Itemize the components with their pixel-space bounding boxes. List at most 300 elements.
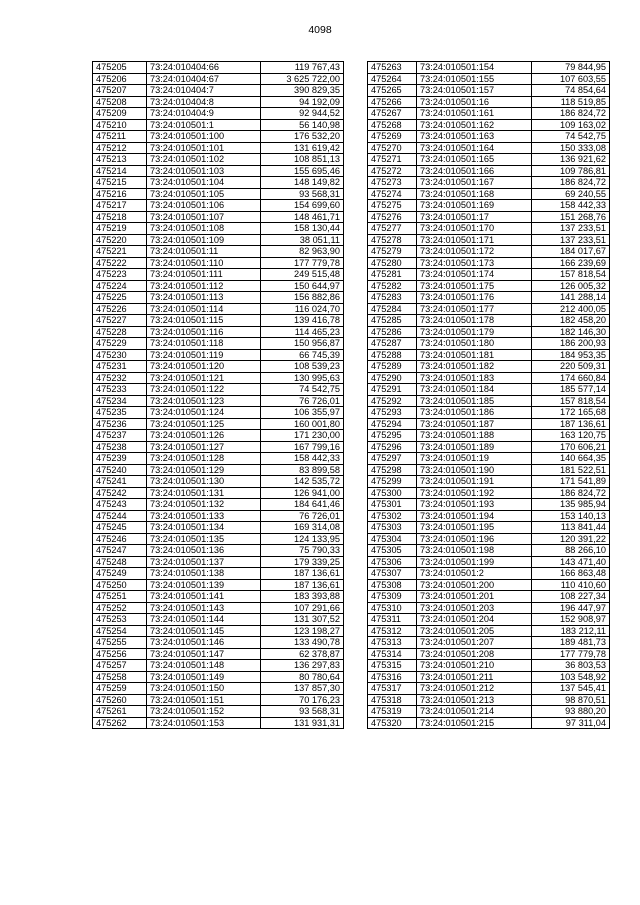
value-cell: 158 442,33	[261, 453, 344, 465]
cadastral-number-cell: 73:24:010501:184	[417, 384, 532, 396]
cadastral-number-cell: 73:24:010501:128	[147, 453, 261, 465]
table-row	[368, 706, 610, 718]
value-cell: 119 767,43	[261, 62, 344, 74]
value-cell: 186 824,72	[532, 108, 610, 120]
table-row	[93, 522, 344, 534]
row-id-cell: 475275	[368, 200, 417, 212]
table-row	[368, 223, 610, 235]
value-cell: 137 857,30	[261, 683, 344, 695]
value-cell: 118 519,85	[532, 96, 610, 108]
row-id-cell: 475243	[93, 499, 147, 511]
value-cell: 80 780,64	[261, 671, 344, 683]
cadastral-number-cell: 73:24:010501:194	[417, 510, 532, 522]
table-row	[93, 361, 344, 373]
value-cell: 158 130,44	[261, 223, 344, 235]
table-row	[93, 430, 344, 442]
table-row	[93, 372, 344, 384]
value-cell: 137 545,41	[532, 683, 610, 695]
cadastral-number-cell: 73:24:010501:115	[147, 315, 261, 327]
table-row	[368, 499, 610, 511]
table-row	[93, 441, 344, 453]
cadastral-number-cell: 73:24:010501:181	[417, 349, 532, 361]
cadastral-number-cell: 73:24:010501:205	[417, 625, 532, 637]
cadastral-number-cell: 73:24:010501:149	[147, 671, 261, 683]
row-id-cell: 475292	[368, 395, 417, 407]
table-row	[93, 326, 344, 338]
value-cell: 166 239,69	[532, 257, 610, 269]
row-id-cell: 475290	[368, 372, 417, 384]
value-cell: 135 985,94	[532, 499, 610, 511]
cadastral-number-cell: 73:24:010501:135	[147, 533, 261, 545]
row-id-cell: 475224	[93, 280, 147, 292]
table-row	[368, 234, 610, 246]
value-cell: 114 465,23	[261, 326, 344, 338]
value-cell: 142 535,72	[261, 476, 344, 488]
table-row	[93, 246, 344, 258]
value-cell: 93 568,31	[261, 188, 344, 200]
cadastral-number-cell: 73:24:010501:102	[147, 154, 261, 166]
table-row	[93, 177, 344, 189]
value-cell: 167 799,16	[261, 441, 344, 453]
cadastral-number-cell: 73:24:010501:111	[147, 269, 261, 281]
table-row	[93, 62, 344, 74]
value-cell: 184 641,46	[261, 499, 344, 511]
table-row	[93, 73, 344, 85]
cadastral-number-cell: 73:24:010501:139	[147, 579, 261, 591]
table-row	[368, 625, 610, 637]
table-row	[93, 211, 344, 223]
value-cell: 74 542,75	[261, 384, 344, 396]
cadastral-number-cell: 73:24:010501:191	[417, 476, 532, 488]
table-row	[368, 372, 610, 384]
cadastral-number-cell: 73:24:010501:200	[417, 579, 532, 591]
value-cell: 184 017,67	[532, 246, 610, 258]
cadastral-number-cell: 73:24:010501:153	[147, 717, 261, 729]
cadastral-number-cell: 73:24:010501:171	[417, 234, 532, 246]
table-row	[93, 395, 344, 407]
table-row	[93, 142, 344, 154]
row-id-cell: 475312	[368, 625, 417, 637]
row-id-cell: 475235	[93, 407, 147, 419]
row-id-cell: 475317	[368, 683, 417, 695]
cadastral-number-cell: 73:24:010501:176	[417, 292, 532, 304]
row-id-cell: 475304	[368, 533, 417, 545]
table-row	[368, 211, 610, 223]
table-row	[368, 142, 610, 154]
table-row	[368, 395, 610, 407]
table-row	[93, 315, 344, 327]
value-cell: 171 541,89	[532, 476, 610, 488]
cadastral-number-cell: 73:24:010501:196	[417, 533, 532, 545]
row-id-cell: 475216	[93, 188, 147, 200]
value-cell: 186 824,72	[532, 487, 610, 499]
cadastral-number-cell: 73:24:010501:214	[417, 706, 532, 718]
value-cell: 157 818,54	[532, 395, 610, 407]
cadastral-number-cell: 73:24:010501:131	[147, 487, 261, 499]
value-cell: 150 956,87	[261, 338, 344, 350]
value-cell: 152 908,97	[532, 614, 610, 626]
table-row	[368, 119, 610, 131]
cadastral-number-cell: 73:24:010501:116	[147, 326, 261, 338]
cadastral-number-cell: 73:24:010501:164	[417, 142, 532, 154]
cadastral-number-cell: 73:24:010501:19	[417, 453, 532, 465]
table-row	[93, 257, 344, 269]
table-row	[93, 96, 344, 108]
cadastral-number-cell: 73:24:010501:186	[417, 407, 532, 419]
cadastral-number-cell: 73:24:010501:121	[147, 372, 261, 384]
row-id-cell: 475219	[93, 223, 147, 235]
value-cell: 126 005,32	[532, 280, 610, 292]
value-cell: 76 726,01	[261, 395, 344, 407]
value-cell: 69 240,55	[532, 188, 610, 200]
row-id-cell: 475214	[93, 165, 147, 177]
cadastral-number-cell: 73:24:010501:172	[417, 246, 532, 258]
value-cell: 76 726,01	[261, 510, 344, 522]
table-row	[93, 349, 344, 361]
row-id-cell: 475220	[93, 234, 147, 246]
row-id-cell: 475320	[368, 717, 417, 729]
table-row	[368, 648, 610, 660]
value-cell: 123 198,27	[261, 625, 344, 637]
row-id-cell: 475237	[93, 430, 147, 442]
row-id-cell: 475242	[93, 487, 147, 499]
row-id-cell: 475306	[368, 556, 417, 568]
row-id-cell: 475296	[368, 441, 417, 453]
table-row	[93, 648, 344, 660]
row-id-cell: 475285	[368, 315, 417, 327]
row-id-cell: 475269	[368, 131, 417, 143]
table-row	[368, 453, 610, 465]
row-id-cell: 475309	[368, 591, 417, 603]
row-id-cell: 475268	[368, 119, 417, 131]
cadastral-number-cell: 73:24:010501:213	[417, 694, 532, 706]
value-cell: 133 490,78	[261, 637, 344, 649]
table-row	[368, 96, 610, 108]
cadastral-number-cell: 73:24:010501:195	[417, 522, 532, 534]
table-row	[368, 131, 610, 143]
table-row	[368, 407, 610, 419]
cadastral-number-cell: 73:24:010501:193	[417, 499, 532, 511]
cadastral-number-cell: 73:24:010501:133	[147, 510, 261, 522]
value-cell: 137 233,51	[532, 223, 610, 235]
table-row	[93, 694, 344, 706]
table-row	[93, 407, 344, 419]
row-id-cell: 475223	[93, 269, 147, 281]
table-row	[368, 62, 610, 74]
value-cell: 62 378,87	[261, 648, 344, 660]
cadastral-number-cell: 73:24:010501:11	[147, 246, 261, 258]
value-cell: 83 899,58	[261, 464, 344, 476]
row-id-cell: 475302	[368, 510, 417, 522]
table-row	[93, 131, 344, 143]
value-cell: 74 854,64	[532, 85, 610, 97]
table-row	[368, 545, 610, 557]
table-row	[93, 338, 344, 350]
cadastral-number-cell: 73:24:010404:67	[147, 73, 261, 85]
value-cell: 166 863,48	[532, 568, 610, 580]
row-id-cell: 475238	[93, 441, 147, 453]
table-row	[368, 717, 610, 729]
cadastral-number-cell: 73:24:010501:150	[147, 683, 261, 695]
table-row	[368, 85, 610, 97]
row-id-cell: 475295	[368, 430, 417, 442]
row-id-cell: 475311	[368, 614, 417, 626]
row-id-cell: 475210	[93, 119, 147, 131]
value-cell: 131 307,52	[261, 614, 344, 626]
row-id-cell: 475249	[93, 568, 147, 580]
cadastral-number-cell: 73:24:010501:215	[417, 717, 532, 729]
row-id-cell: 475255	[93, 637, 147, 649]
row-id-cell: 475248	[93, 556, 147, 568]
value-cell: 109 786,81	[532, 165, 610, 177]
cadastral-number-cell: 73:24:010501:180	[417, 338, 532, 350]
value-cell: 186 200,93	[532, 338, 610, 350]
table-row	[93, 223, 344, 235]
value-cell: 184 953,35	[532, 349, 610, 361]
cadastral-number-cell: 73:24:010501:125	[147, 418, 261, 430]
table-row	[368, 487, 610, 499]
cadastral-number-cell: 73:24:010501:126	[147, 430, 261, 442]
value-cell: 249 515,48	[261, 269, 344, 281]
row-id-cell: 475263	[368, 62, 417, 74]
table-row	[368, 476, 610, 488]
table-row	[93, 660, 344, 672]
value-cell: 38 051,11	[261, 234, 344, 246]
row-id-cell: 475303	[368, 522, 417, 534]
value-cell: 163 120,75	[532, 430, 610, 442]
cadastral-number-cell: 73:24:010501:137	[147, 556, 261, 568]
value-cell: 220 509,31	[532, 361, 610, 373]
cadastral-number-cell: 73:24:010501:16	[417, 96, 532, 108]
cadastral-number-cell: 73:24:010501:124	[147, 407, 261, 419]
cadastral-number-cell: 73:24:010501:163	[417, 131, 532, 143]
cadastral-number-cell: 73:24:010501:101	[147, 142, 261, 154]
value-cell: 176 532,20	[261, 131, 344, 143]
table-row	[368, 637, 610, 649]
value-cell: 106 355,97	[261, 407, 344, 419]
table-row	[93, 154, 344, 166]
cadastral-number-cell: 73:24:010501:120	[147, 361, 261, 373]
row-id-cell: 475282	[368, 280, 417, 292]
value-cell: 66 745,39	[261, 349, 344, 361]
row-id-cell: 475260	[93, 694, 147, 706]
cadastral-number-cell: 73:24:010501:168	[417, 188, 532, 200]
table-row	[368, 579, 610, 591]
table-row	[368, 292, 610, 304]
value-cell: 150 333,08	[532, 142, 610, 154]
value-cell: 88 266,10	[532, 545, 610, 557]
table-row	[368, 269, 610, 281]
row-id-cell: 475286	[368, 326, 417, 338]
cadastral-number-cell: 73:24:010501:106	[147, 200, 261, 212]
row-id-cell: 475259	[93, 683, 147, 695]
table-row	[93, 579, 344, 591]
cadastral-number-cell: 73:24:010404:9	[147, 108, 261, 120]
cadastral-number-cell: 73:24:010501:189	[417, 441, 532, 453]
cadastral-number-cell: 73:24:010501:138	[147, 568, 261, 580]
value-cell: 160 001,80	[261, 418, 344, 430]
table-row	[368, 280, 610, 292]
table-row	[368, 614, 610, 626]
row-id-cell: 475239	[93, 453, 147, 465]
row-id-cell: 475209	[93, 108, 147, 120]
table-row	[93, 556, 344, 568]
cadastral-number-cell: 73:24:010501:166	[417, 165, 532, 177]
cadastral-number-cell: 73:24:010501:204	[417, 614, 532, 626]
row-id-cell: 475240	[93, 464, 147, 476]
cadastral-number-cell: 73:24:010501:147	[147, 648, 261, 660]
row-id-cell: 475252	[93, 602, 147, 614]
table-row	[93, 706, 344, 718]
row-id-cell: 475213	[93, 154, 147, 166]
row-id-cell: 475273	[368, 177, 417, 189]
cadastral-number-cell: 73:24:010501:178	[417, 315, 532, 327]
row-id-cell: 475319	[368, 706, 417, 718]
value-cell: 196 447,97	[532, 602, 610, 614]
row-id-cell: 475205	[93, 62, 147, 74]
table-row	[93, 85, 344, 97]
value-cell: 136 921,62	[532, 154, 610, 166]
table-row	[93, 568, 344, 580]
cadastral-number-cell: 73:24:010501:145	[147, 625, 261, 637]
cadastral-number-cell: 73:24:010501:123	[147, 395, 261, 407]
table-row	[368, 349, 610, 361]
value-cell: 75 790,33	[261, 545, 344, 557]
row-id-cell: 475266	[368, 96, 417, 108]
value-cell: 171 230,00	[261, 430, 344, 442]
value-cell: 126 941,00	[261, 487, 344, 499]
row-id-cell: 475313	[368, 637, 417, 649]
cadastral-number-cell: 73:24:010501:190	[417, 464, 532, 476]
cadastral-number-cell: 73:24:010501:174	[417, 269, 532, 281]
table-row	[93, 165, 344, 177]
register-table-left	[92, 61, 344, 729]
cadastral-number-cell: 73:24:010501:107	[147, 211, 261, 223]
row-id-cell: 475283	[368, 292, 417, 304]
row-id-cell: 475236	[93, 418, 147, 430]
value-cell: 136 297,83	[261, 660, 344, 672]
cadastral-number-cell: 73:24:010501:122	[147, 384, 261, 396]
cadastral-number-cell: 73:24:010501:167	[417, 177, 532, 189]
row-id-cell: 475316	[368, 671, 417, 683]
row-id-cell: 475262	[93, 717, 147, 729]
row-id-cell: 475297	[368, 453, 417, 465]
table-row	[368, 591, 610, 603]
cadastral-number-cell: 73:24:010501:192	[417, 487, 532, 499]
value-cell: 151 268,76	[532, 211, 610, 223]
cadastral-number-cell: 73:24:010501:165	[417, 154, 532, 166]
row-id-cell: 475278	[368, 234, 417, 246]
cadastral-number-cell: 73:24:010501:110	[147, 257, 261, 269]
table-row	[93, 292, 344, 304]
value-cell: 182 146,30	[532, 326, 610, 338]
row-id-cell: 475307	[368, 568, 417, 580]
value-cell: 170 606,21	[532, 441, 610, 453]
table-row	[93, 200, 344, 212]
row-id-cell: 475270	[368, 142, 417, 154]
cadastral-number-cell: 73:24:010501:17	[417, 211, 532, 223]
cadastral-number-cell: 73:24:010404:8	[147, 96, 261, 108]
value-cell: 56 140,98	[261, 119, 344, 131]
table-row	[368, 154, 610, 166]
value-cell: 109 163,02	[532, 119, 610, 131]
row-id-cell: 475299	[368, 476, 417, 488]
value-cell: 183 393,88	[261, 591, 344, 603]
table-row	[368, 326, 610, 338]
table-row	[93, 487, 344, 499]
value-cell: 92 944,52	[261, 108, 344, 120]
cadastral-number-cell: 73:24:010404:66	[147, 62, 261, 74]
cadastral-number-cell: 73:24:010501:188	[417, 430, 532, 442]
row-id-cell: 475293	[368, 407, 417, 419]
value-cell: 94 192,09	[261, 96, 344, 108]
value-cell: 183 212,11	[532, 625, 610, 637]
row-id-cell: 475261	[93, 706, 147, 718]
row-id-cell: 475274	[368, 188, 417, 200]
cadastral-number-cell: 73:24:010501:170	[417, 223, 532, 235]
table-row	[93, 683, 344, 695]
cadastral-number-cell: 73:24:010404:7	[147, 85, 261, 97]
value-cell: 113 841,44	[532, 522, 610, 534]
row-id-cell: 475212	[93, 142, 147, 154]
value-cell: 108 539,23	[261, 361, 344, 373]
value-cell: 155 695,46	[261, 165, 344, 177]
table-row	[368, 430, 610, 442]
cadastral-number-cell: 73:24:010501:100	[147, 131, 261, 143]
value-cell: 97 311,04	[532, 717, 610, 729]
value-cell: 74 542,75	[532, 131, 610, 143]
table-row	[93, 453, 344, 465]
value-cell: 110 410,60	[532, 579, 610, 591]
cadastral-number-cell: 73:24:010501:161	[417, 108, 532, 120]
row-id-cell: 475227	[93, 315, 147, 327]
cadastral-number-cell: 73:24:010501:151	[147, 694, 261, 706]
cadastral-number-cell: 73:24:010501:154	[417, 62, 532, 74]
row-id-cell: 475218	[93, 211, 147, 223]
table-row	[93, 499, 344, 511]
table-row	[368, 556, 610, 568]
value-cell: 124 133,95	[261, 533, 344, 545]
row-id-cell: 475256	[93, 648, 147, 660]
cadastral-number-cell: 73:24:010501:136	[147, 545, 261, 557]
row-id-cell: 475250	[93, 579, 147, 591]
cadastral-number-cell: 73:24:010501:114	[147, 303, 261, 315]
cadastral-number-cell: 73:24:010501:146	[147, 637, 261, 649]
row-id-cell: 475271	[368, 154, 417, 166]
table-row	[368, 384, 610, 396]
row-id-cell: 475276	[368, 211, 417, 223]
value-cell: 116 024,70	[261, 303, 344, 315]
page-number: 4098	[308, 24, 332, 36]
table-row	[368, 568, 610, 580]
row-id-cell: 475305	[368, 545, 417, 557]
table-row	[93, 188, 344, 200]
row-id-cell: 475222	[93, 257, 147, 269]
table-row	[93, 671, 344, 683]
row-id-cell: 475308	[368, 579, 417, 591]
row-id-cell: 475211	[93, 131, 147, 143]
row-id-cell: 475247	[93, 545, 147, 557]
value-cell: 130 995,63	[261, 372, 344, 384]
table-row	[93, 269, 344, 281]
value-cell: 70 176,23	[261, 694, 344, 706]
cadastral-number-cell: 73:24:010501:134	[147, 522, 261, 534]
cadastral-number-cell: 73:24:010501:144	[147, 614, 261, 626]
cadastral-number-cell: 73:24:010501:198	[417, 545, 532, 557]
row-id-cell: 475244	[93, 510, 147, 522]
cadastral-number-cell: 73:24:010501:185	[417, 395, 532, 407]
table-row	[93, 510, 344, 522]
